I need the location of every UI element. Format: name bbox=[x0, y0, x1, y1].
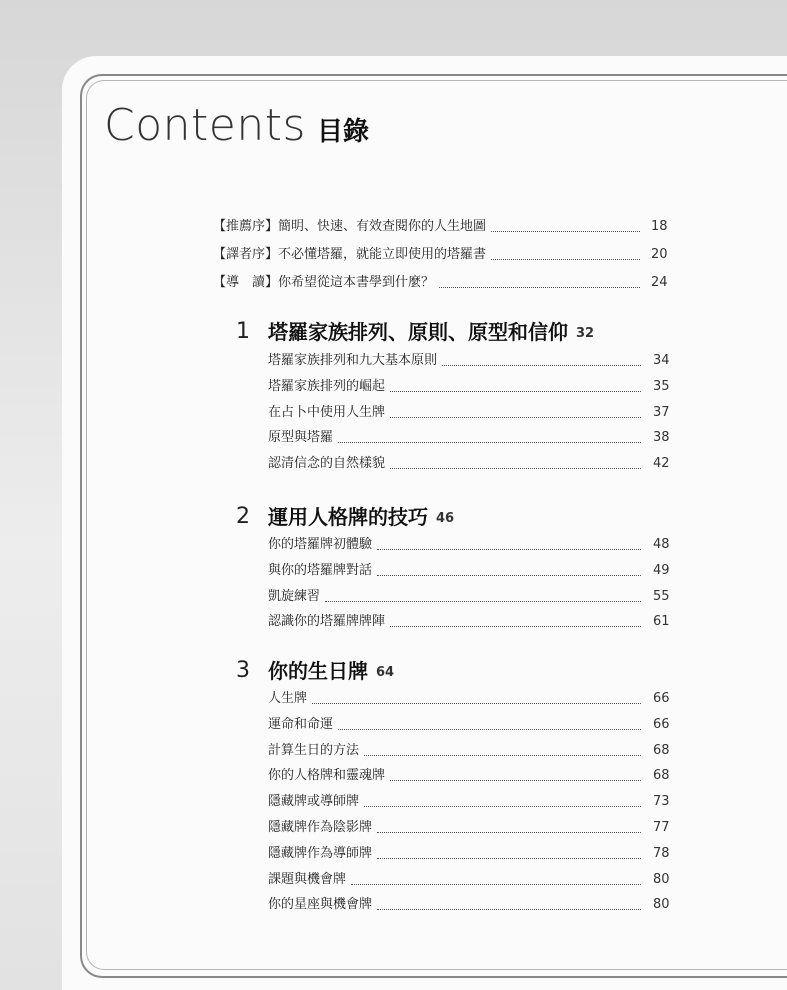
toc-entry-leader bbox=[390, 760, 641, 781]
toc-entry-leader bbox=[377, 812, 641, 833]
front-matter-item-label: 【譯者序】不必懂塔羅，就能立即使用的塔羅書 bbox=[213, 245, 489, 265]
contents-heading bbox=[104, 100, 369, 151]
toc-entry-label: 原型與塔羅 bbox=[268, 428, 336, 448]
toc-entry-page: 68 bbox=[653, 768, 670, 783]
toc-entry-page: 61 bbox=[653, 614, 670, 629]
heading-english: Contents bbox=[104, 100, 306, 151]
toc-entry-page: 38 bbox=[653, 430, 670, 445]
chapter-number: 1 bbox=[236, 319, 250, 344]
toc-entry-page: 77 bbox=[653, 820, 670, 835]
front-matter-item-leader bbox=[439, 267, 640, 288]
toc-entry-page: 34 bbox=[653, 353, 670, 368]
toc-entry-leader bbox=[338, 422, 641, 443]
toc-entry-leader bbox=[377, 838, 641, 859]
toc-entry-page: 35 bbox=[653, 379, 670, 394]
toc-entry-page: 55 bbox=[653, 589, 670, 604]
toc-entry-page: 66 bbox=[653, 691, 670, 706]
front-matter-item-leader bbox=[491, 211, 640, 232]
heading-chinese: 目錄 bbox=[317, 117, 370, 147]
toc-entry-leader bbox=[325, 581, 641, 602]
toc-entry-leader bbox=[377, 555, 641, 576]
toc-entry-leader bbox=[390, 606, 641, 627]
chapter-number: 3 bbox=[236, 658, 250, 683]
toc-entry-page: 80 bbox=[653, 872, 670, 887]
toc-entry-label: 塔羅家族排列和九大基本原則 bbox=[268, 351, 440, 371]
toc-entry-label: 隱藏牌作為陰影牌 bbox=[268, 818, 375, 838]
toc-entry-leader bbox=[364, 786, 641, 807]
toc-entry-label: 你的人格牌和靈魂牌 bbox=[268, 766, 388, 786]
toc-entry-label: 認識你的塔羅牌牌陣 bbox=[268, 612, 388, 632]
chapter-page: 46 bbox=[436, 511, 455, 526]
toc-entry-label: 塔羅家族排列的崛起 bbox=[268, 377, 388, 397]
toc-entry bbox=[0, 612, 680, 636]
toc-entry-leader bbox=[390, 397, 641, 418]
front-matter-item-label: 【推薦序】簡明、快速、有效查閱你的人生地圖 bbox=[213, 217, 489, 237]
toc-entry-label: 人生牌 bbox=[268, 689, 310, 709]
toc-entry-leader bbox=[390, 371, 641, 392]
toc-entry-leader bbox=[312, 683, 641, 704]
front-matter-item bbox=[0, 217, 680, 241]
toc-entry-leader bbox=[351, 864, 641, 885]
toc-entry-page: 49 bbox=[653, 563, 670, 578]
front-matter-item bbox=[0, 245, 680, 269]
front-matter-item-leader bbox=[491, 239, 640, 260]
front-matter-item-label: 【導 讀】你希望從這本書學到什麼？ bbox=[213, 273, 437, 293]
toc-entry-leader bbox=[364, 735, 641, 756]
front-matter-item bbox=[0, 273, 680, 297]
toc-entry-label: 你的塔羅牌初體驗 bbox=[268, 535, 375, 555]
toc-entry-label: 隱藏牌或導師牌 bbox=[268, 792, 362, 812]
toc-entry bbox=[0, 454, 680, 478]
chapter-number: 2 bbox=[236, 504, 250, 529]
toc-entry-label: 在占卜中使用人生牌 bbox=[268, 403, 388, 423]
toc-entry-page: 48 bbox=[653, 537, 670, 552]
front-matter-item-page: 18 bbox=[651, 219, 668, 234]
toc-entry-page: 68 bbox=[653, 743, 670, 758]
chapter-title-text: 運用人格牌的技巧 bbox=[268, 505, 428, 529]
toc-entry-page: 42 bbox=[653, 456, 670, 471]
toc-entry-page: 66 bbox=[653, 717, 670, 732]
toc-entry-label: 凱旋練習 bbox=[268, 587, 323, 607]
toc-entry-label: 與你的塔羅牌對話 bbox=[268, 561, 375, 581]
toc-entry-label: 計算生日的方法 bbox=[268, 741, 362, 761]
toc-entry-label: 運命和命運 bbox=[268, 715, 336, 735]
toc-entry-page: 78 bbox=[653, 846, 670, 861]
toc-entry bbox=[0, 895, 680, 919]
toc-entry-page: 73 bbox=[653, 794, 670, 809]
toc-entry-label: 隱藏牌作為導師牌 bbox=[268, 844, 375, 864]
toc-entry-leader bbox=[338, 709, 641, 730]
toc-entry-leader bbox=[442, 345, 641, 366]
front-matter-item-page: 24 bbox=[651, 275, 668, 290]
toc-entry-leader bbox=[377, 889, 641, 910]
chapter-page: 64 bbox=[376, 665, 395, 680]
chapter-title-text: 塔羅家族排列、原則、原型和信仰 bbox=[268, 320, 568, 344]
front-matter-item-page: 20 bbox=[651, 247, 668, 262]
toc-entry-page: 80 bbox=[653, 897, 670, 912]
toc-entry-leader bbox=[390, 448, 641, 469]
toc-entry-label: 課題與機會牌 bbox=[268, 870, 349, 890]
toc-entry-label: 你的星座與機會牌 bbox=[268, 895, 375, 915]
toc-entry-leader bbox=[377, 529, 641, 550]
chapter-page: 32 bbox=[576, 326, 595, 341]
toc-entry-label: 認清信念的自然樣貌 bbox=[268, 454, 388, 474]
chapter-title-text: 你的生日牌 bbox=[268, 659, 368, 683]
toc-entry-page: 37 bbox=[653, 405, 670, 420]
